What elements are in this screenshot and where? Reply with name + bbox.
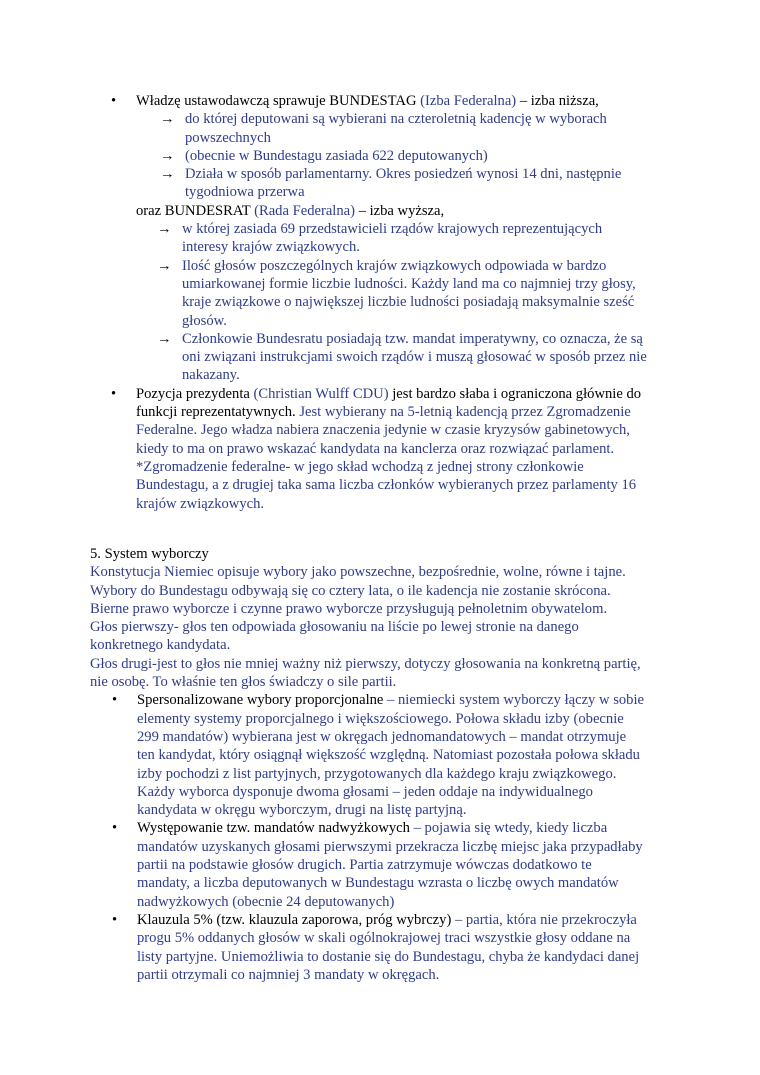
bundestag-point: → (obecnie w Bundestagu zasiada 622 deputowanych)	[160, 147, 488, 164]
bullet-icon: •	[111, 93, 117, 109]
bundesrat-point: → Członkowie Bundesratu posiadają tzw. mandat imperatywny, co oznacza, że są oni związani instrukcjami swoich rządów i muszą głosować w sposób przez nie nakazany.	[157, 330, 647, 384]
arrow-icon: →	[160, 166, 175, 183]
bundestag-point: → Działa w sposób parlamentarny. Okres posiedzeń wynosi 14 dni, następnie tygodniowa przerwa	[160, 166, 622, 201]
arrow-icon: →	[157, 330, 172, 347]
bundestag-bullet-item	[111, 92, 696, 385]
bundestag-lead: Władzę ustawodawczą sprawuje BUNDESTAG (Izba Federalna) – izba niższa,	[136, 93, 599, 109]
intro-paragraph: Konstytucja Niemiec opisuje wybory jako powszechne, bezpośrednie, wolne, równe i tajne. Wybory do Bundestagu odbywają się co cztery lata, o ile kadencja nie zostanie skrócona. Bierne prawo wyborcze i czynne prawo wyborcze przysługują pełnoletnim obywatelom. Głos pierwszy- głos ten odpowiada głosowaniu na liście po lewej stronie na danego konkretnego kandydata. Głos drugi-jest to głos nie mniej ważny niż pierwszy, dotyczy głosowania na konkretną partię, nie osobę. To właśnie ten głos świadczy o sile partii.	[90, 564, 641, 691]
list-item: • Spersonalizowane wybory proporcjonalne – niemiecki system wyborczy łączy w sobie elementy systemy proporcjalnego i większościowego. Połowa składu izby (obecnie 299 mandatów) wybierana jest w okręgach jednomandatowych – mandat otrzymuje ten kandydat, który osiągnął większość względną. Natomiast pozostała połowa składu izby pochodzi z list partyjnych, przygotowanych dla każdego kraju związkowego. Każdy wyborca dysponuje dwoma głosami – jeden oddaje na indywidualnego kandydata w okręgu wyborczym, drugi na listę partyjną.	[112, 692, 644, 819]
arrow-icon: →	[157, 257, 172, 274]
bundesrat-lead: oraz BUNDESRAT (Rada Federalna) – izba wyższa,	[136, 202, 445, 219]
list-item: • Klauzula 5% (tzw. klauzula zaporowa, próg wybrczy) – partia, która nie przekroczyła progu 5% oddanych głosów w skali ogólnokrajowej traci wszystkie głosy oddane na listy partyjne. Uniemożliwia to dostanie się do Bundestagu, chyba że kandydaci danej partii otrzymali co najmniej 3 mandaty w okręgach.	[112, 911, 640, 983]
president-bullet-item: • Pozycja prezydenta (Christian Wulff CDU) jest bardzo słaba i ograniczona głównie do funkcji reprezentatywnych. Jest wybierany na 5-letnią kadencją przez Zgromadzenie Federalne. Jego władza nabiera znaczenia jedynie w czasie kryzysów gabinetowych, kiedy to ma on prawo wskazać kandydata na kanclerza oraz rozwiązać parlament. *Zgromadzenie federalne- w jego skład wchodzą z jednej strony członkowie Bundestagu, a z drugiej taka sama liczba członków wybieranych przez parlamenty 16 krajów związkowych.	[111, 385, 642, 512]
arrow-icon: →	[160, 111, 175, 128]
electoral-system-section	[90, 545, 690, 984]
bullet-icon: •	[112, 911, 118, 928]
political-system-section	[111, 92, 696, 513]
bullet-icon: •	[112, 692, 118, 709]
bundestag-point: → do której deputowani są wybierani na czteroletnią kadencję w wyborach powszechnych	[160, 111, 607, 146]
arrow-icon: →	[160, 147, 175, 164]
arrow-icon: →	[157, 221, 172, 238]
bullet-icon: •	[112, 820, 118, 837]
bullet-icon: •	[111, 385, 117, 402]
electoral-bullet-list	[112, 691, 690, 984]
list-item: • Występowanie tzw. mandatów nadwyżkowych – pojawia się wtedy, kiedy liczba mandatów uzyskanych głosami pierwszymi przekracza liczbę miejsc jaka przypadłaby partii na podstawie głosów drugich. Partia zatrzymuje wówczas dodatkowo te mandaty, a liczba deputowanych w Bundestagu wzrasta o liczbę owych mandatów nadwyżkowych (obecnie 24 deputowanych)	[112, 820, 643, 910]
bundesrat-point: → w której zasiada 69 przedstawicieli rządów krajowych reprezentujących interesy krajów związkowych.	[157, 221, 603, 256]
bundesrat-point: → Ilość głosów poszczególnych krajów związkowych odpowiada w bardzo umiarkowanej formie liczbie ludności. Każdy land ma co najmniej trzy głosy, kraje związkowe o największej liczbie ludności posiadają maksymalnie sześć głosów.	[157, 257, 636, 329]
section-heading: 5. System wyborczy	[90, 546, 209, 562]
